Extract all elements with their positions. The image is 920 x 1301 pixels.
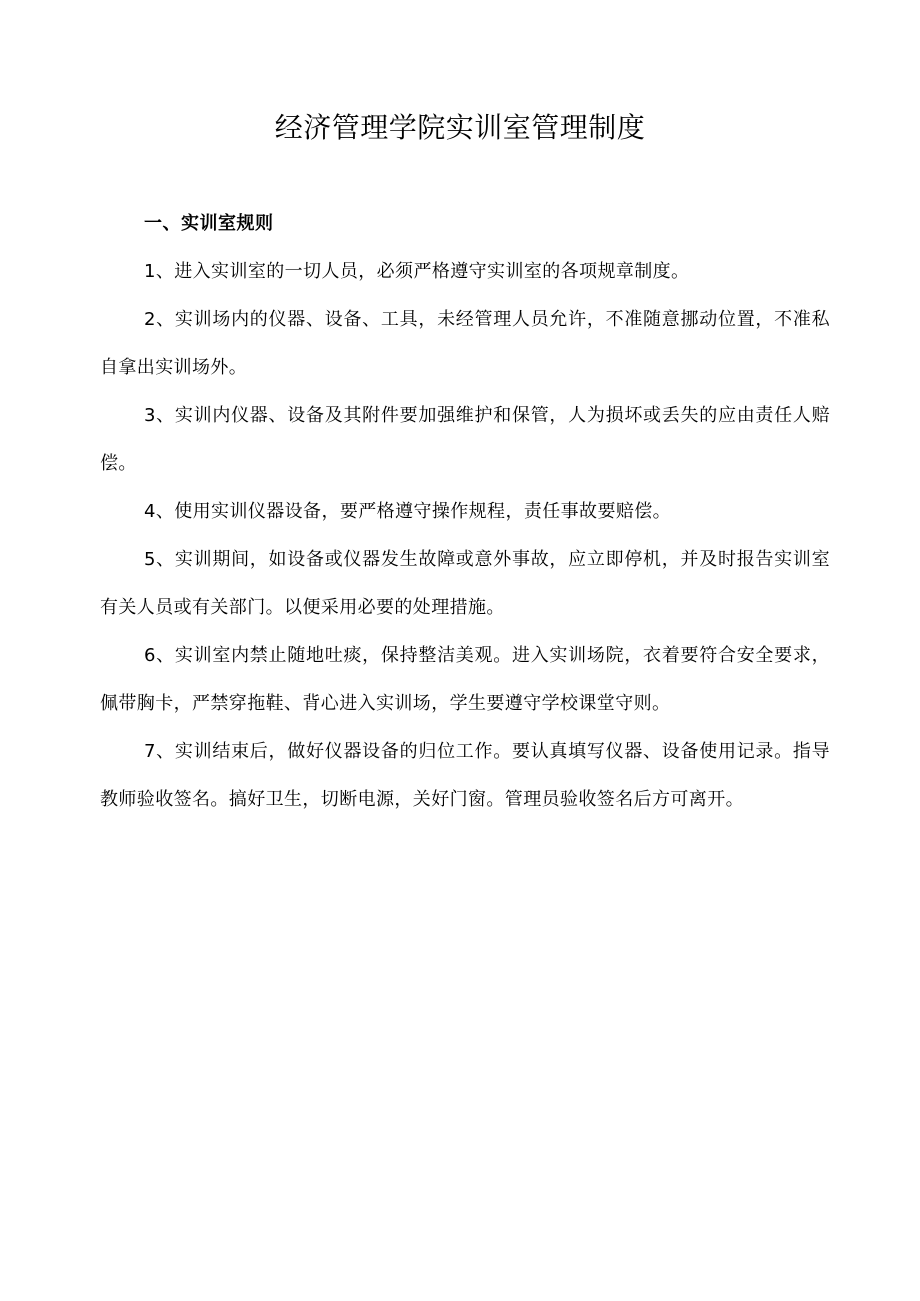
rule-7: 7、实训结束后，做好仪器设备的归位工作。要认真填写仪器、设备使用记录。指导教师验收签名。搞好卫生，切断电源，关好门窗。管理员验收签名后方可离开。: [100, 741, 830, 810]
document-body: [100, 200, 830, 824]
rule-3: 3、实训内仪器、设备及其附件要加强维护和保管，人为损坏或丢失的应由责任人赔偿。: [100, 405, 830, 474]
section-heading: 一、实训室规则: [144, 213, 274, 234]
rule-2: 2、实训场内的仪器、设备、工具，未经管理人员允许，不准随意挪动位置，不准私自拿出实训场外。: [100, 309, 830, 378]
rule-5: 5、实训期间，如设备或仪器发生故障或意外事故，应立即停机，并及时报告实训室有关人员或有关部门。以便采用必要的处理措施。: [100, 549, 830, 618]
document-title: 经济管理学院实训室管理制度: [274, 111, 646, 144]
rule-4: 4、使用实训仪器设备，要严格遵守操作规程，责任事故要赔偿。: [144, 501, 672, 522]
rule-6: 6、实训室内禁止随地吐痰，保持整洁美观。进入实训场院，衣着要符合安全要求，佩带胸卡，严禁穿拖鞋、背心进入实训场，学生要遵守学校课堂守则。: [100, 645, 830, 714]
rule-1: 1、进入实训室的一切人员，必须严格遵守实训室的各项规章制度。: [144, 261, 690, 282]
